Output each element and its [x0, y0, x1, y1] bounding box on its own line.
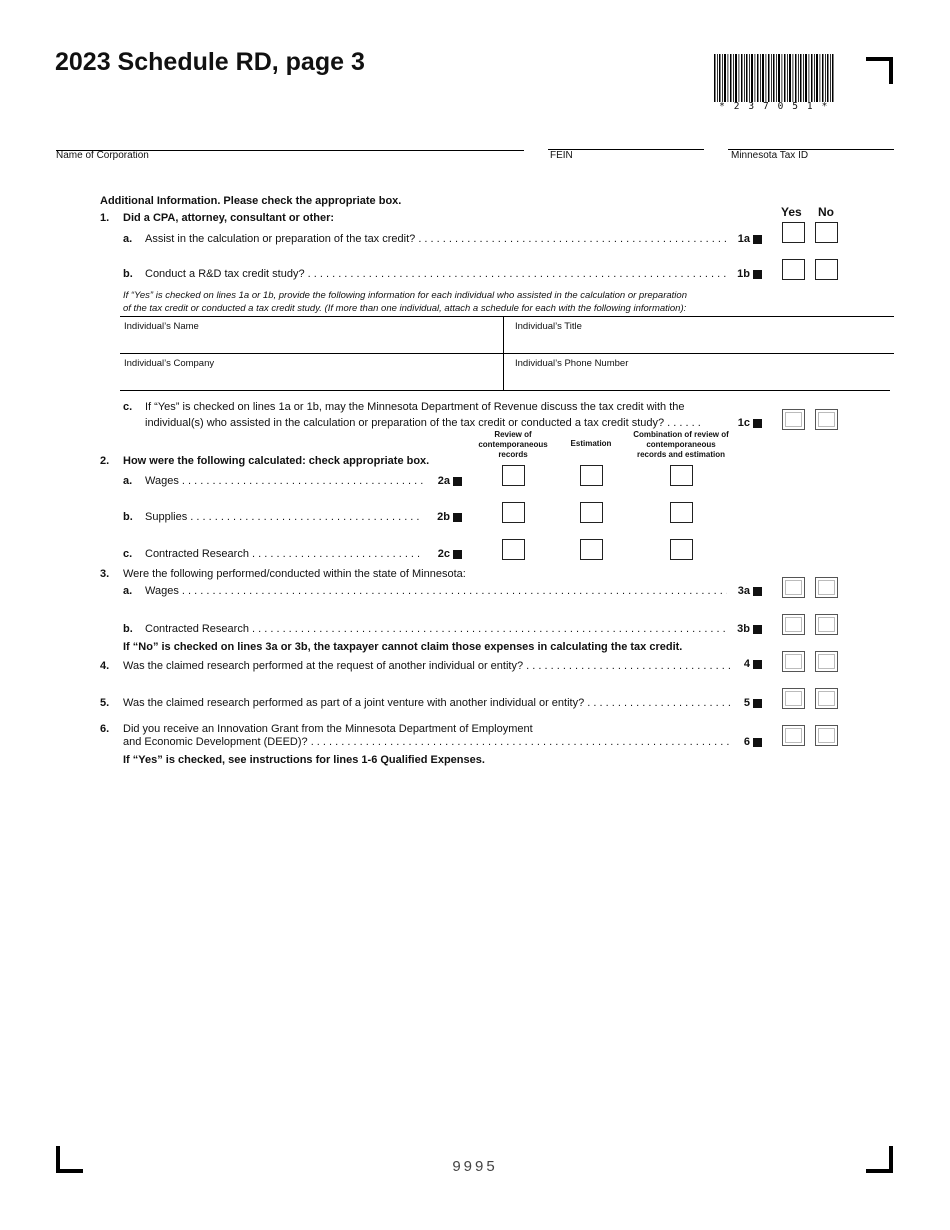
q6-code: 6 — [743, 736, 750, 748]
q3b-yes-checkbox[interactable] — [782, 614, 805, 635]
q2c-combination-checkbox[interactable] — [670, 539, 693, 560]
q6-yes-checkbox[interactable] — [782, 725, 805, 746]
q1-note-line2: of the tax credit or conducted a tax credit study. (If more than one individual, attach a schedule for each with the following information): — [123, 303, 687, 314]
q3a-code: 3a — [737, 585, 750, 597]
q3b-marker — [753, 625, 762, 634]
q3a-yes-checkbox[interactable] — [782, 577, 805, 598]
q1c-letter: c. — [123, 401, 133, 413]
fein-label: FEIN — [550, 150, 573, 161]
q2a-review-checkbox[interactable] — [502, 465, 525, 486]
q3b-letter: b. — [123, 623, 133, 635]
page-title: 2023 Schedule RD, page 3 — [55, 48, 365, 76]
q1b-yes-checkbox[interactable] — [782, 259, 805, 280]
q2b-text: Supplies . . . — [145, 511, 423, 523]
q6-text-line2: and Economic Development (DEED)? . . . — [123, 736, 731, 748]
q3a-text: Wages . . . — [145, 585, 727, 597]
individual-title-field[interactable]: Individual’s Title — [515, 321, 582, 332]
q1a-marker — [753, 235, 762, 244]
q2a-combination-checkbox[interactable] — [670, 465, 693, 486]
q1a-yes-checkbox[interactable] — [782, 222, 805, 243]
footer-form-number: 9995 — [452, 1158, 498, 1175]
col-estimation-header: Estimation — [570, 439, 612, 448]
q2b-combination-checkbox[interactable] — [670, 502, 693, 523]
q3a-letter: a. — [123, 585, 133, 597]
q6-text-line1: Did you receive an Innovation Grant from the Minnesota Department of Employment — [123, 723, 533, 735]
mn-tax-id-label: Minnesota Tax ID — [731, 150, 809, 161]
q4-no-checkbox[interactable] — [815, 651, 838, 672]
q2c-review-checkbox[interactable] — [502, 539, 525, 560]
q5-no-checkbox[interactable] — [815, 688, 838, 709]
q4-number: 4. — [100, 660, 110, 672]
q2-number: 2. — [100, 455, 110, 467]
q2a-code: 2a — [437, 475, 450, 487]
info-grid-divider — [503, 316, 504, 390]
q1c-text-line2: individual(s) who assisted in the calculation or preparation of the tax credit or conducted a tax credit study? . . . . . . — [145, 417, 701, 429]
q2b-estimation-checkbox[interactable] — [580, 502, 603, 523]
q1c-yes-checkbox[interactable] — [782, 409, 805, 430]
individual-name-field[interactable]: Individual’s Name — [124, 321, 199, 332]
q2c-marker — [453, 550, 462, 559]
q2c-letter: c. — [123, 548, 133, 560]
q3b-no-checkbox[interactable] — [815, 614, 838, 635]
q2b-code: 2b — [437, 511, 450, 523]
q5-marker — [753, 699, 762, 708]
col-review-header: Review of contemporaneous records — [478, 430, 548, 459]
q4-yes-checkbox[interactable] — [782, 651, 805, 672]
barcode — [714, 54, 834, 102]
yes-column-header: Yes — [781, 205, 802, 219]
q1c-code: 1c — [737, 417, 750, 429]
q2b-letter: b. — [123, 511, 133, 523]
q4-text: Was the claimed research performed at the request of another individual or entity? . . . — [123, 660, 731, 672]
individual-company-field[interactable]: Individual’s Company — [124, 358, 215, 369]
col-combination-header: Combination of review of contemporaneous records and estimation — [633, 430, 729, 459]
q2c-code: 2c — [437, 548, 450, 560]
q3-text: Were the following performed/conducted within the state of Minnesota: — [123, 568, 466, 580]
q2b-review-checkbox[interactable] — [502, 502, 525, 523]
q2c-estimation-checkbox[interactable] — [580, 539, 603, 560]
q2c-text: Contracted Research . . . — [145, 548, 423, 560]
q1b-no-checkbox[interactable] — [815, 259, 838, 280]
q6-marker — [753, 738, 762, 747]
q2a-marker — [453, 477, 462, 486]
q3-number: 3. — [100, 568, 110, 580]
q1-text: Did a CPA, attorney, consultant or other: — [123, 212, 335, 224]
q1a-letter: a. — [123, 233, 133, 245]
q2a-estimation-checkbox[interactable] — [580, 465, 603, 486]
q3b-text: Contracted Research . . . — [145, 623, 727, 635]
q5-yes-checkbox[interactable] — [782, 688, 805, 709]
q4-code: 4 — [743, 658, 750, 670]
q2-text: How were the following calculated: check appropriate box. — [123, 455, 430, 467]
barcode-number: * 2 3 7 0 5 1 * — [719, 101, 829, 112]
q6-note: If “Yes” is checked, see instructions for lines 1-6 Qualified Expenses. — [123, 754, 485, 766]
q2b-marker — [453, 513, 462, 522]
q3-note: If “No” is checked on lines 3a or 3b, the taxpayer cannot claim those expenses in calculating the tax credit. — [123, 641, 683, 653]
q1b-code: 1b — [737, 268, 750, 280]
q2a-text: Wages . . . — [145, 475, 423, 487]
info-grid-bottom-line — [120, 390, 890, 391]
q4-marker — [753, 660, 762, 669]
q3b-code: 3b — [737, 623, 750, 635]
q6-number: 6. — [100, 723, 110, 735]
q1b-text: Conduct a R&D tax credit study? . . . — [145, 268, 727, 280]
q6-no-checkbox[interactable] — [815, 725, 838, 746]
q1c-no-checkbox[interactable] — [815, 409, 838, 430]
q1a-no-checkbox[interactable] — [815, 222, 838, 243]
corporation-name-label: Name of Corporation — [56, 150, 149, 161]
q1-number: 1. — [100, 212, 110, 224]
q1-note-line1: If “Yes” is checked on lines 1a or 1b, provide the following information for each individual who assisted in the calculation or preparation — [123, 290, 687, 301]
info-grid-top-line — [120, 316, 894, 317]
q3a-no-checkbox[interactable] — [815, 577, 838, 598]
q5-code: 5 — [743, 697, 750, 709]
individual-phone-field[interactable]: Individual’s Phone Number — [515, 358, 629, 369]
q5-number: 5. — [100, 697, 110, 709]
info-grid-middle-line — [120, 353, 894, 354]
q2a-letter: a. — [123, 475, 133, 487]
no-column-header: No — [818, 205, 834, 219]
section-heading: Additional Information. Please check the appropriate box. — [100, 195, 402, 207]
q1c-text-line1: If “Yes” is checked on lines 1a or 1b, may the Minnesota Department of Revenue discuss the tax credit with the — [145, 401, 685, 413]
q1a-code: 1a — [737, 233, 750, 245]
q1c-marker — [753, 419, 762, 428]
q5-text: Was the claimed research performed as part of a joint venture with another individual or entity? . . . — [123, 697, 731, 709]
q1a-text: Assist in the calculation or preparation of the tax credit? . . . — [145, 233, 727, 245]
q3a-marker — [753, 587, 762, 596]
q1b-letter: b. — [123, 268, 133, 280]
corner-mark-top-right — [866, 57, 893, 84]
q1b-marker — [753, 270, 762, 279]
